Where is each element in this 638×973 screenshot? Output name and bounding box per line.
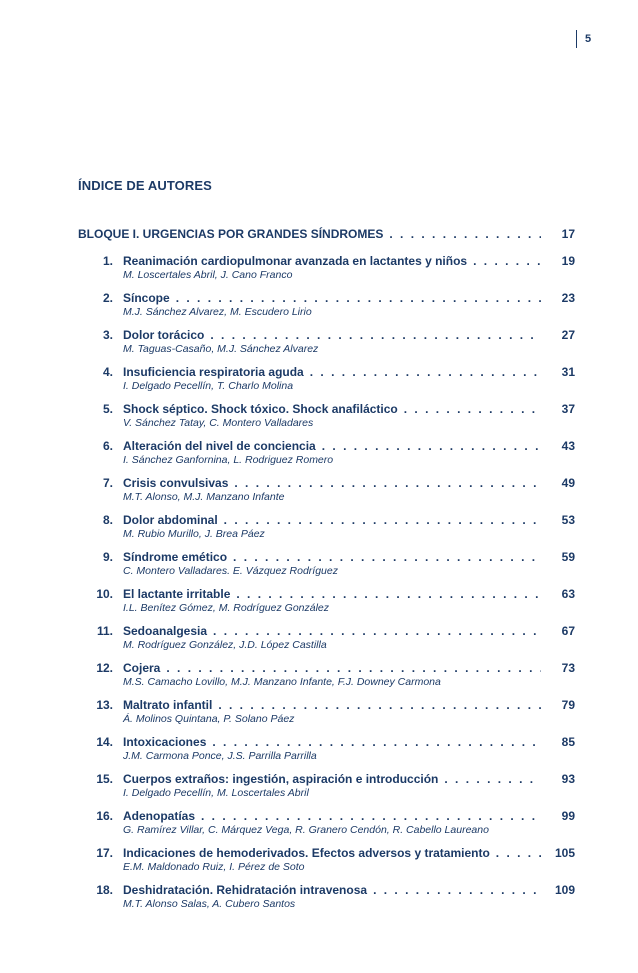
dot-leader [404,402,541,416]
dot-leader [444,772,541,786]
table-of-contents [78,227,575,920]
toc-entry[interactable] [78,328,575,365]
entry-number: 15. [96,772,113,786]
dot-leader [201,809,541,823]
entry-authors: M. Taguas-Casaño, M.J. Sánchez Alvarez [123,343,319,355]
entry-title: Dolor torácico [123,328,205,342]
entry-number: 9. [102,550,113,564]
entry-authors: J.M. Carmona Ponce, J.S. Parrilla Parrilla [123,750,317,762]
toc-entry[interactable] [78,809,575,846]
block-heading[interactable] [78,227,575,254]
toc-entry[interactable] [78,624,575,661]
entry-authors: M.T. Alonso, M.J. Manzano Infante [123,491,285,503]
entry-authors: M.S. Camacho Lovillo, M.J. Manzano Infante, F.J. Downey Carmona [123,676,441,688]
entry-title: Indicaciones de hemoderivados. Efectos adversos y tratamiento [123,846,490,860]
block-title: BLOQUE I. URGENCIAS POR GRANDES SÍNDROMES [78,227,384,241]
entry-authors: I. Delgado Pecellín, M. Loscertales Abril [123,787,309,799]
entry-list [78,254,575,920]
entry-title: Cuerpos extraños: ingestión, aspiración e introducción [123,772,439,786]
entry-authors: I. Delgado Pecellín, T. Charlo Molina [123,380,294,392]
dot-leader [473,254,541,268]
toc-entry[interactable] [78,291,575,328]
toc-entry[interactable] [78,698,575,735]
entry-authors: I.L. Benítez Gómez, M. Rodríguez González [123,602,330,614]
entry-number: 14. [96,735,113,749]
entry-number: 10. [96,587,113,601]
entry-number: 17. [96,846,113,860]
dot-leader [176,291,541,305]
entry-title: Síncope [123,291,170,305]
page-number: 5 [576,30,591,48]
entry-page: 99 [561,809,575,823]
dot-leader [224,513,541,527]
entry-title: Adenopatías [123,809,196,823]
entry-title: Dolor abdominal [123,513,218,527]
entry-page: 59 [561,550,575,564]
entry-authors: M.J. Sánchez Alvarez, M. Escudero Lirio [123,306,312,318]
entry-number: 2. [102,291,113,305]
toc-entry[interactable] [78,402,575,439]
entry-number: 4. [102,365,113,379]
entry-number: 12. [96,661,113,675]
entry-authors: V. Sánchez Tatay, C. Montero Valladares [123,417,314,429]
entry-title: Shock séptico. Shock tóxico. Shock anafiláctico [123,402,398,416]
dot-leader [234,476,541,490]
entry-number: 18. [96,883,113,897]
entry-page: 53 [561,513,575,527]
entry-title: Alteración del nivel de conciencia [123,439,316,453]
toc-entry[interactable] [78,365,575,402]
dot-leader [166,661,541,675]
toc-entry[interactable] [78,439,575,476]
entry-authors: G. Ramírez Villar, C. Márquez Vega, R. Granero Cendón, R. Cabello Laureano [123,824,489,836]
entry-title: Deshidratación. Rehidratación intravenosa [123,883,368,897]
toc-entry[interactable] [78,550,575,587]
entry-authors: M. Loscertales Abril, J. Cano Franco [123,269,293,281]
entry-authors: C. Montero Valladares. E. Vázquez Rodríguez [123,565,338,577]
entry-number: 7. [102,476,113,490]
entry-title: Intoxicaciones [123,735,207,749]
entry-page: 109 [554,883,575,897]
entry-page: 43 [561,439,575,453]
entry-page: 49 [561,476,575,490]
toc-entry[interactable] [78,735,575,772]
entry-title: El lactante irritable [123,587,231,601]
block-page: 17 [561,227,575,241]
dot-leader [373,883,541,897]
dot-leader [389,227,541,241]
toc-entry[interactable] [78,661,575,698]
entry-authors: E.M. Maldonado Ruiz, I. Pérez de Soto [123,861,305,873]
entry-authors: Á. Molinos Quintana, P. Solano Páez [123,713,295,725]
entry-page: 73 [561,661,575,675]
entry-title: Crisis convulsivas [123,476,229,490]
entry-title: Insuficiencia respiratoria aguda [123,365,304,379]
toc-entry[interactable] [78,772,575,809]
entry-page: 105 [554,846,575,860]
dot-leader [236,587,541,601]
entry-page: 31 [561,365,575,379]
toc-entry[interactable] [78,846,575,883]
dot-leader [496,846,541,860]
entry-authors: I. Sánchez Ganfornina, L. Rodriguez Romero [123,454,334,466]
toc-entry[interactable] [78,883,575,920]
entry-number: 6. [102,439,113,453]
dot-leader [218,698,541,712]
entry-authors: M. Rodríguez González, J.D. López Castilla [123,639,327,651]
entry-page: 19 [561,254,575,268]
toc-entry[interactable] [78,476,575,513]
entry-title: Cojera [123,661,161,675]
dot-leader [233,550,541,564]
entry-number: 13. [96,698,113,712]
entry-page: 27 [561,328,575,342]
entry-authors: M. Rubio Murillo, J. Brea Páez [123,528,265,540]
toc-entry[interactable] [78,587,575,624]
entry-page: 85 [561,735,575,749]
toc-entry[interactable] [78,513,575,550]
dot-leader [210,328,541,342]
entry-title: Síndrome emético [123,550,228,564]
entry-number: 5. [102,402,113,416]
entry-number: 11. [96,624,113,638]
entry-page: 93 [561,772,575,786]
dot-leader [310,365,541,379]
entry-authors: M.T. Alonso Salas, A. Cubero Santos [123,898,296,910]
entry-page: 23 [561,291,575,305]
entry-page: 79 [561,698,575,712]
entry-title: Reanimación cardiopulmonar avanzada en lactantes y niños [123,254,468,268]
entry-title: Maltrato infantil [123,698,213,712]
entry-number: 1. [102,254,113,268]
entry-title: Sedoanalgesia [123,624,208,638]
dot-leader [213,624,541,638]
dot-leader [322,439,541,453]
entry-number: 3. [102,328,113,342]
entry-number: 16. [96,809,113,823]
entry-number: 8. [102,513,113,527]
entry-page: 37 [561,402,575,416]
toc-entry[interactable] [78,254,575,291]
dot-leader [212,735,541,749]
entry-page: 63 [561,587,575,601]
page-title: ÍNDICE DE AUTORES [78,178,212,193]
entry-page: 67 [561,624,575,638]
